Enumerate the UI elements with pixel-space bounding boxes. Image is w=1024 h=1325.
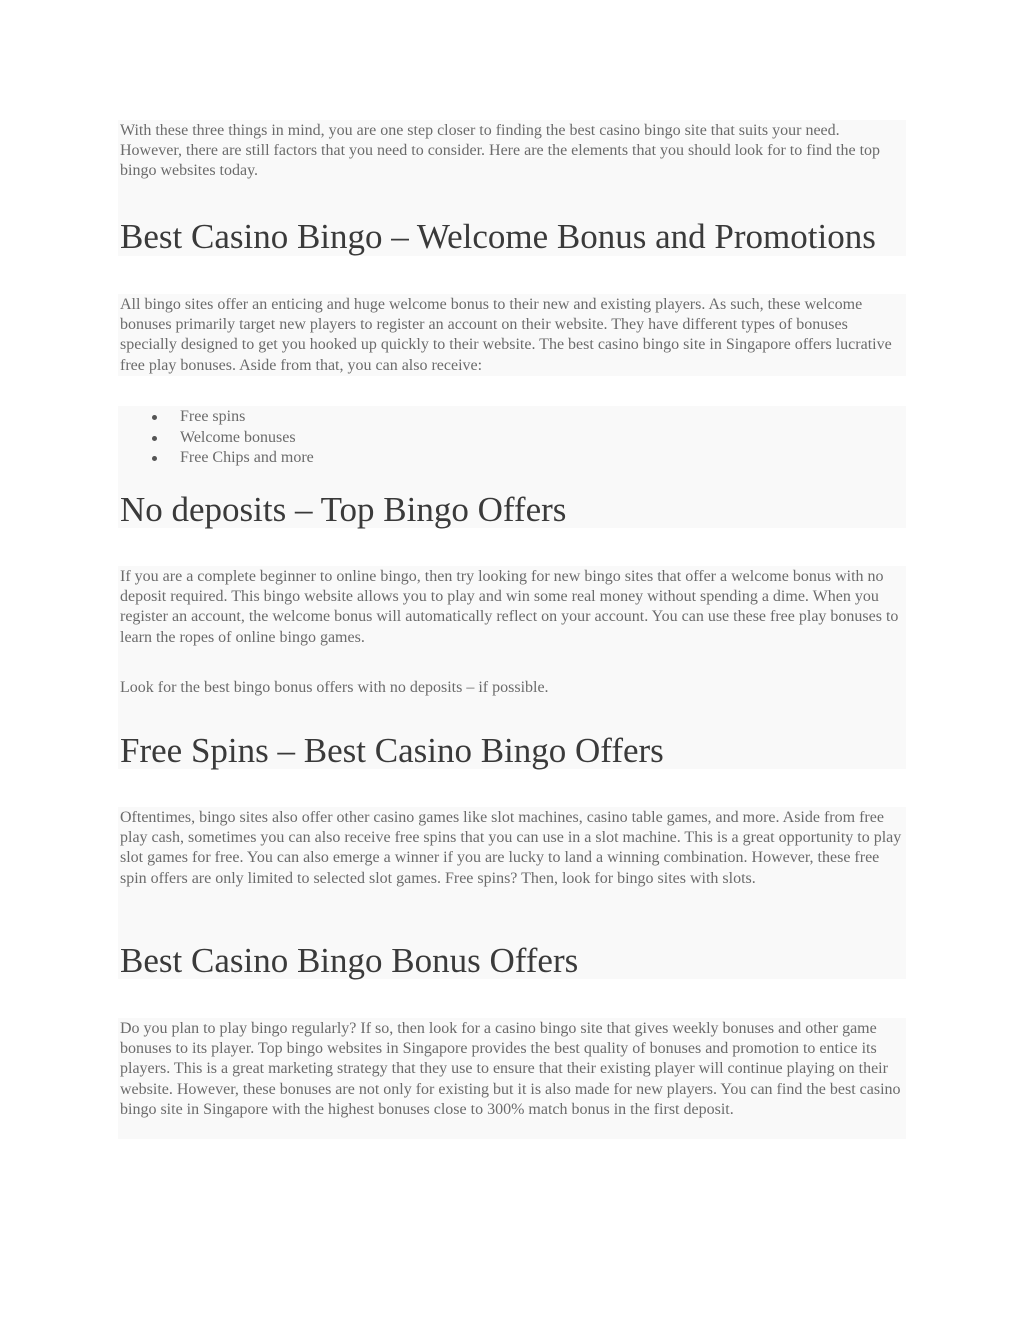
section-heading-free-spins: Free Spins – Best Casino Bingo Offers (120, 731, 664, 770)
intro-text: With these three things in mind, you are one step closer to finding the best casino bingo site that suits your need. However, there are still factors that you need to consider. Here are the elements that you should look for to find the top bingo websites today. (120, 122, 881, 180)
no-deposit-text: If you are a complete beginner to online bingo, then try looking for new bingo sites that offer a welcome bonus with no deposit required. This bingo website allows you to play and win some real money without spending a dime. When you register an account, the welcome bonus will automatically reflect on your account. You can use these free play bonuses to learn the ropes of online bingo games. (120, 568, 899, 646)
section-heading-no-deposits: No deposits – Top Bingo Offers (120, 490, 567, 529)
bonus-type-list (118, 406, 906, 469)
no-deposit-text-wrap (118, 566, 906, 698)
list-item-label: Free spins (180, 408, 246, 425)
bullet-icon (152, 456, 157, 461)
bullet-icon (152, 436, 157, 441)
no-deposit-tip-text: Look for the best bingo bonus offers with no deposits – if possible. (120, 678, 549, 696)
welcome-bonus-text-wrap (118, 294, 906, 376)
bullet-icon (152, 415, 157, 420)
free-spins-block (118, 807, 906, 979)
list-item (118, 428, 906, 449)
list-item-label: Welcome bonuses (180, 428, 296, 446)
list-item-label: Free Chips and more (180, 449, 314, 467)
section-heading-bonus-offers: Best Casino Bingo Bonus Offers (120, 941, 579, 980)
section-heading-welcome-bonus: Best Casino Bingo – Welcome Bonus and Promotions (120, 217, 876, 256)
welcome-bonus-paragraph (118, 294, 906, 376)
bonus-offers-paragraph (118, 1018, 906, 1139)
list-item (118, 448, 906, 469)
intro-block (118, 120, 906, 256)
free-spins-text-wrap (118, 807, 906, 889)
free-spins-text: Oftentimes, bingo sites also offer other casino games like slot machines, casino table games, and more. Aside from free play cash, sometimes you can also receive free spins that you can use in a slot machine. This is a great opportunity to play slot games for free. You can also emerge a winner if you are lucky to land a winning combination. However, these free spin offers are only limited to selected slot games. Free spins? Then, look for bingo sites with slots. (120, 809, 902, 887)
bonus-list-block (118, 406, 906, 528)
bonus-offers-text: Do you plan to play bingo regularly? If so, then look for a casino bingo site that gives weekly bonuses and other game bonuses to its player. Top bingo websites in Singapore provides the best quality of bonuses and promotion to entice its players. This is a great marketing strategy that they use to ensure that their existing player will continue playing on their website. However, these bonuses are not only for existing but it is also made for new players. You can find the best casino bingo site in Singapore with the highest bonuses close to 300% match bonus in the first deposit. (120, 1020, 901, 1118)
list-item (118, 407, 906, 428)
intro-paragraph (118, 120, 906, 182)
welcome-bonus-text: All bingo sites offer an enticing and huge welcome bonus to their new and existing players. As such, these welcome bonuses primarily target new players to register an account on their website. They have different types of bonuses specially designed to get you hooked up quickly to their website. The best casino bingo site in Singapore offers lucrative free play bonuses. Aside from that, you can also receive: (120, 296, 892, 374)
no-deposit-block (118, 566, 906, 769)
bonus-offers-text-wrap (118, 1018, 906, 1120)
